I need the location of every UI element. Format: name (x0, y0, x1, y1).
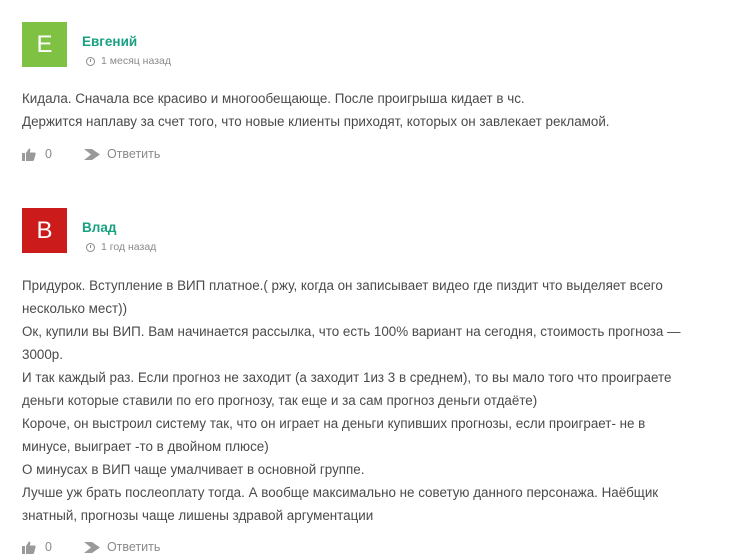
thumbs-up-icon (22, 541, 36, 554)
comment-actions (22, 540, 160, 554)
avatar-letter: В (36, 216, 53, 244)
comment-author[interactable]: Влад (82, 220, 117, 235)
avatar-letter: E (36, 30, 53, 58)
comment-time[interactable] (86, 241, 156, 253)
comment-line: Держится наплаву за счет того, что новые клиенты приходят, которых он завлекает рекламой. (22, 114, 610, 129)
comment-line: Короче, он выстроил систему так, что он играет на деньги купивших прогнозы, если проиграет- не в (22, 416, 646, 431)
comment-line: И так каждый раз. Если прогноз не заходит (а заходит 1из 3 в среднем), то вы мало того что проиграете (22, 370, 672, 385)
comment-text (22, 274, 742, 527)
like-button[interactable] (22, 540, 52, 554)
avatar (22, 208, 67, 253)
reply-arrow-icon (84, 149, 100, 160)
comment-line: знатный, прогнозы чаще лишены здравой аргументации (22, 508, 374, 523)
reply-button[interactable] (84, 147, 160, 161)
avatar (22, 22, 67, 67)
comment-time-label: 1 месяц назад (101, 55, 171, 67)
comment-line: деньги которые ставили по его прогнозу, так еще и за сам прогноз деньги отдаёте) (22, 393, 538, 408)
comment-actions (22, 147, 160, 161)
like-count: 0 (45, 540, 52, 554)
thumbs-up-icon (22, 148, 36, 161)
comment-text (22, 87, 742, 133)
comment-line: Лучше уж брать послеоплату тогда. А вообще максимально не советую данного персонажа. Наёбщик (22, 485, 659, 500)
clock-icon (86, 57, 95, 66)
comment-time-label: 1 год назад (101, 241, 157, 253)
reply-label: Ответить (106, 540, 161, 554)
reply-label: Ответить (106, 147, 161, 161)
comment-author[interactable]: Евгений (82, 34, 138, 49)
comment-line: Ок, купили вы ВИП. Вам начинается рассылка, что есть 100% вариант на сегодня, стоимость прогноза — (22, 324, 681, 339)
comment-line: Придурок. Вступление в ВИП платное.( ржу, когда он записывает видео где пиздит что выделяет всего (22, 278, 663, 293)
comment-line: минусе, выиграет -то в двойном плюсе) (22, 439, 269, 454)
comment-line: Кидала. Сначала все красиво и многообещающе. После проигрыша кидает в чс. (22, 91, 525, 106)
comment-line: 3000р. (22, 347, 63, 362)
reply-button[interactable] (84, 540, 160, 554)
clock-icon (86, 243, 95, 252)
comment-line: несколько мест)) (22, 301, 128, 316)
like-count: 0 (45, 147, 52, 161)
like-button[interactable] (22, 147, 52, 161)
comment-time[interactable] (86, 55, 171, 67)
comment-line: О минусах в ВИП чаще умалчивает в основной группе. (22, 462, 365, 477)
